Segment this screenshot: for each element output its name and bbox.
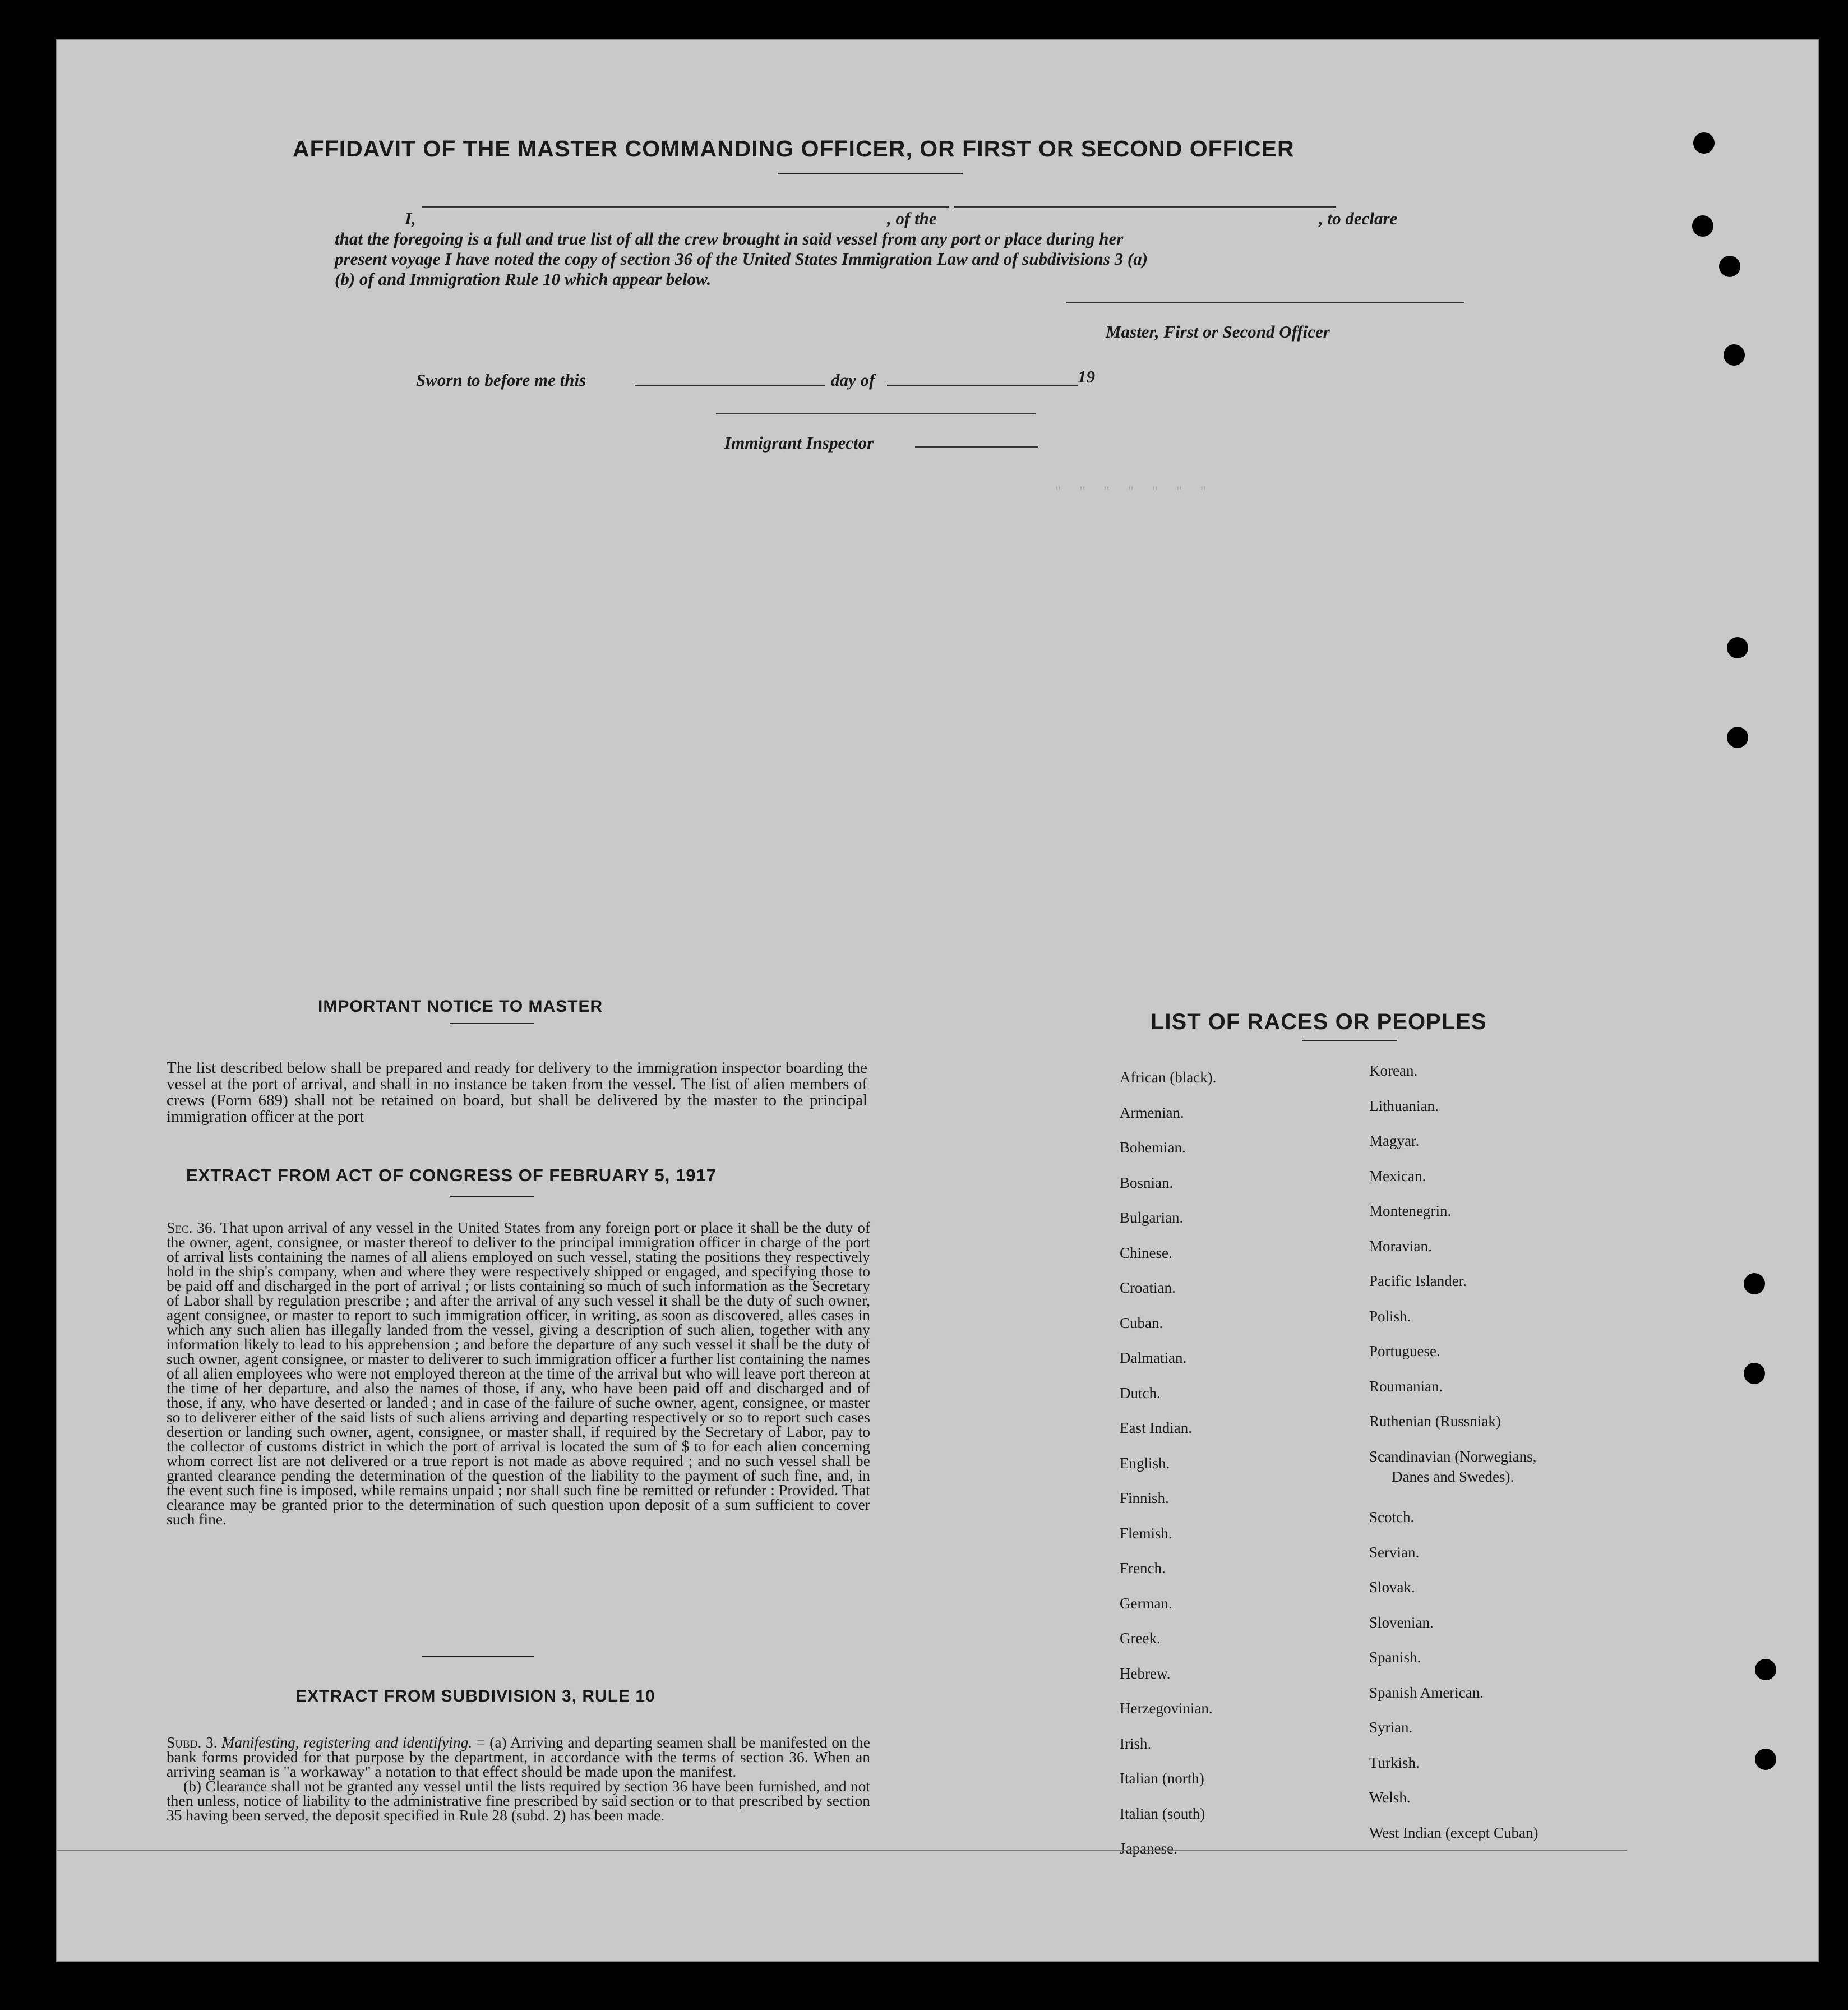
race-item: English. bbox=[1120, 1454, 1170, 1472]
year-label: 19 bbox=[1078, 367, 1095, 386]
punch-hole bbox=[1724, 344, 1745, 366]
race-item: Italian (south) bbox=[1120, 1805, 1205, 1822]
race-item: Roumanian. bbox=[1369, 1377, 1443, 1395]
punch-hole bbox=[1693, 132, 1715, 154]
affidavit-line-4: (b) of and Immigration Rule 10 which appear below. bbox=[335, 269, 712, 289]
race-item: Mexican. bbox=[1369, 1167, 1426, 1184]
race-item: Moravian. bbox=[1369, 1237, 1432, 1255]
race-item: Finnish. bbox=[1120, 1490, 1169, 1506]
race-item: Greek. bbox=[1120, 1630, 1161, 1647]
race-item: African (black). bbox=[1120, 1069, 1217, 1086]
affidavit-line-3: present voyage I have noted the copy of section 36 of the United States Immigration Law and of subdivisions 3 (a) bbox=[335, 249, 1148, 269]
act-extract-paragraph: That upon arrival of any vessel in the United States from any foreign port or place it shall be the duty of the owner, agent, consignee, or master thereof to deliver to the principal immigration officer in charge of the port of arrival lists containing the names of all aliens employed on such vessel, stating the positions they respectively hold in the ship's company, when and where they were respectively shipped or engaged, and specifying those to be paid off and discharged in the port of arrival ; or lists containing so much of such information as the Secretary of Labor shall by regulation prescribe ; and after the arrival of any such vessel it shall be the duty of such owner, agent consignee, or master to report to such immigration officer, in writing, as soon as discovered, alles cases in which any such alien has illegally landed from the vessel, giving a description of such alien, together with any information likely to lead to his apprehension ; and before the departure of any such vessel it shall be the duty of such owner, agent consignee, or master to deliverer to such immigration officer a further list containing the names of all alien employees who were not employed thereon at the time of the arrival but who will leave port thereon at the time of her departure, and also the names of those, if any, who have been paid off and discharged and of those, if any, who have deserted or landed ; and in case of the failure of suche owner, agent, consignee, or master so to deliverer either of the said lists of such aliens arriving and departing respectively or so to report such cases desertion or landing such owner, agent, consignee, or master shall, if required by the Secretary of Labor, pay to the collector of customs district in which the port of arrival is located the sum of $ to for each alien concerning whom correct list are not delivered or a true report is not made as above required ; and no such vessel shall be granted clearance pending the determination of the question of the liability to the payment of such fine, and, in the event such fine is imposed, while remains unpaid ; nor shall such fine be remitted or refunder : Provided. That clearance may be granted prior to the determination of such question upon deposit of a sum sufficient to cover such fine. bbox=[167, 1219, 870, 1528]
punch-hole bbox=[1744, 1363, 1765, 1384]
race-item: Bosnian. bbox=[1120, 1174, 1174, 1191]
rule-extract-body bbox=[167, 1735, 870, 1823]
rule-extract-para-a bbox=[167, 1735, 870, 1779]
race-item: Korean. bbox=[1369, 1062, 1418, 1079]
rule-extract-title: EXTRACT FROM SUBDIVISION 3, RULE 10 bbox=[295, 1687, 655, 1705]
affidavit-of-the: , of the bbox=[887, 209, 937, 228]
race-item: Flemish. bbox=[1120, 1524, 1172, 1542]
signature-label: Master, First or Second Officer bbox=[1106, 322, 1330, 342]
race-item: Slovak. bbox=[1369, 1579, 1415, 1596]
notice-underline bbox=[450, 1023, 534, 1024]
race-item: Dalmatian. bbox=[1120, 1349, 1187, 1366]
document-page bbox=[56, 39, 1819, 1962]
race-item: Turkish. bbox=[1369, 1754, 1420, 1771]
race-item: Scandinavian (Norwegians, bbox=[1369, 1447, 1537, 1465]
inspector-line bbox=[915, 446, 1038, 448]
race-item: Scotch. bbox=[1369, 1509, 1415, 1525]
races-title: LIST OF RACES OR PEOPLES bbox=[1151, 1009, 1487, 1034]
race-item: Danes and Swedes). bbox=[1392, 1468, 1514, 1485]
act-extract-body bbox=[167, 1220, 870, 1527]
title-underline bbox=[778, 173, 963, 174]
affidavit-i: I, bbox=[405, 209, 416, 228]
inspector-label: Immigrant Inspector bbox=[724, 433, 874, 453]
punch-hole bbox=[1727, 637, 1748, 658]
vessel-field-line bbox=[954, 206, 1336, 208]
affidavit-to-declare: , to declare bbox=[1319, 209, 1398, 228]
act-extract-text bbox=[167, 1220, 870, 1527]
sworn-day-line bbox=[635, 385, 825, 386]
race-item: Montenegrin. bbox=[1369, 1202, 1452, 1219]
notice-text: The list described below shall be prepared and ready for delivery to the immigration inspector boarding the vessel at the port of arrival, and shall in no instance be taken from the vessel. The list of alien members of crews (Form 689) shall not be retained on board, but shall be delivered by the master to the principal immigration officer at the port bbox=[167, 1059, 867, 1126]
race-item: Lithuanian. bbox=[1369, 1097, 1439, 1114]
act-extract-title: EXTRACT FROM ACT OF CONGRESS OF FEBRUARY 5, 1917 bbox=[186, 1165, 717, 1185]
race-item: Armenian. bbox=[1120, 1104, 1184, 1121]
rule-extract-para-b: (b) Clearance shall not be granted any vessel until the lists required by section 36 have been furnished, and not then unless, notice of liability to the administrative fine prescribed by said section or to that prescribed by section 35 having been served, the deposit specified in Rule 28 (subd. 2) has been made. bbox=[167, 1777, 870, 1824]
race-item: East Indian. bbox=[1120, 1419, 1192, 1436]
race-item: Chinese. bbox=[1120, 1244, 1172, 1261]
subd-heading: Manifesting, registering and identifying. bbox=[221, 1734, 473, 1751]
affidavit-title: AFFIDAVIT OF THE MASTER COMMANDING OFFICER, OR FIRST OR SECOND OFFICER bbox=[293, 136, 1295, 162]
para-a-text: = (a) Arriving and departing seamen shall be manifested on the bank forms provided for that purpose by the department, in accordance with the terms of section 36. When an arriving seaman is "a workaway" a notation to that effect should be made upon the manifest. bbox=[167, 1734, 871, 1780]
race-item: Pacific Islander. bbox=[1369, 1273, 1467, 1289]
race-item: German. bbox=[1120, 1594, 1172, 1612]
race-item: Bohemian. bbox=[1120, 1139, 1186, 1156]
punch-hole bbox=[1727, 727, 1748, 748]
sworn-extra-line bbox=[716, 413, 1036, 414]
notice-title: IMPORTANT NOTICE TO MASTER bbox=[318, 997, 603, 1016]
race-item: Welsh. bbox=[1369, 1789, 1411, 1806]
sec-label: Sec. 36. bbox=[167, 1219, 216, 1236]
race-item: Portuguese. bbox=[1369, 1343, 1440, 1359]
subd-label: Subd. 3. bbox=[167, 1734, 218, 1751]
form-bottom-line bbox=[57, 1850, 1627, 1851]
notice-body bbox=[167, 1060, 867, 1125]
rule-extract-underline bbox=[422, 1656, 534, 1657]
races-underline bbox=[1302, 1040, 1397, 1041]
race-item: Herzegovinian. bbox=[1120, 1700, 1213, 1717]
race-item: French. bbox=[1120, 1560, 1166, 1576]
act-extract-underline bbox=[450, 1196, 534, 1197]
punch-hole bbox=[1692, 215, 1713, 237]
race-item: Japanese. bbox=[1120, 1840, 1177, 1857]
punch-hole bbox=[1744, 1273, 1765, 1294]
affidavit-line-2: that the foregoing is a full and true list of all the crew brought in said vessel from any port or place during her bbox=[335, 229, 1124, 248]
day-of-label: day of bbox=[831, 370, 875, 390]
punch-hole bbox=[1755, 1659, 1776, 1680]
signature-line bbox=[1066, 302, 1464, 303]
name-field-line bbox=[422, 206, 949, 208]
race-item: Croatian. bbox=[1120, 1279, 1176, 1296]
race-item: Bulgarian. bbox=[1120, 1209, 1184, 1226]
punch-hole bbox=[1755, 1749, 1776, 1770]
race-item: Spanish. bbox=[1369, 1649, 1421, 1666]
race-item: Irish. bbox=[1120, 1735, 1152, 1752]
race-item: Ruthenian (Russniak) bbox=[1369, 1413, 1501, 1430]
sworn-label: Sworn to before me this bbox=[416, 370, 586, 390]
race-item: Slovenian. bbox=[1369, 1613, 1434, 1631]
race-item: Magyar. bbox=[1369, 1132, 1420, 1149]
race-item: Cuban. bbox=[1120, 1314, 1163, 1331]
race-item: West Indian (except Cuban) bbox=[1369, 1824, 1539, 1841]
race-item: Italian (north) bbox=[1120, 1770, 1204, 1787]
race-item: Syrian. bbox=[1369, 1719, 1413, 1736]
race-item: Polish. bbox=[1369, 1307, 1411, 1325]
race-item: Dutch. bbox=[1120, 1384, 1161, 1402]
bleed-through-text: " " " " " " " bbox=[1055, 483, 1207, 500]
punch-hole bbox=[1719, 256, 1740, 277]
race-item: Spanish American. bbox=[1369, 1684, 1484, 1701]
race-item: Servian. bbox=[1369, 1543, 1420, 1561]
month-line bbox=[887, 385, 1078, 386]
race-item: Hebrew. bbox=[1120, 1665, 1171, 1682]
